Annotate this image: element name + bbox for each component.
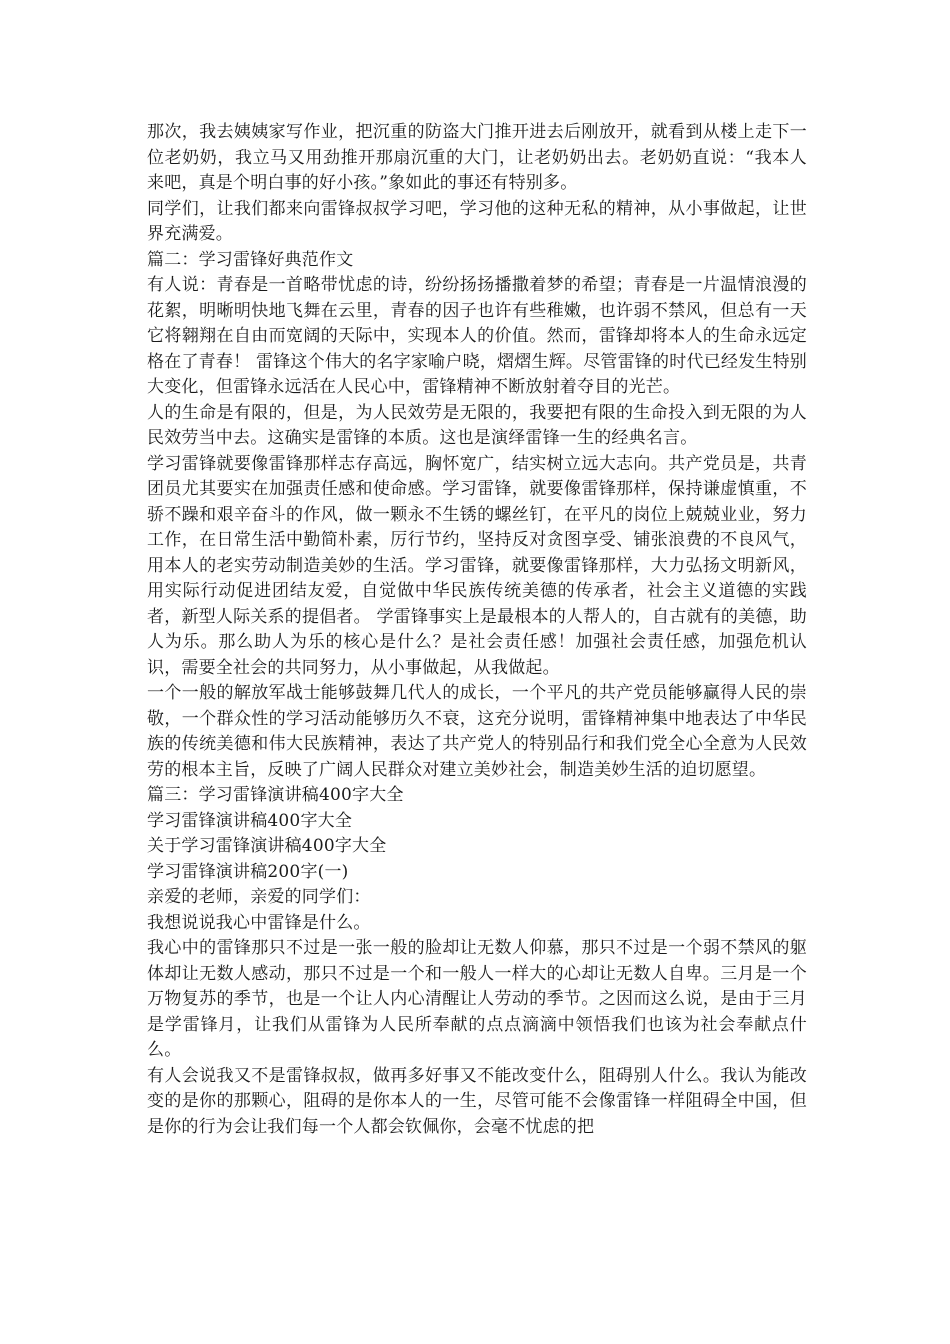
paragraph: 学习雷锋就要像雷锋那样志存高远，胸怀宽广，结实树立远大志向。共产党员是，共青团员尤其要实在加强责任感和使命感。学习雷锋，就要像雷锋那样，保持谦虚慎重，不骄不躁和艰辛奋斗的作风，做一颗永不生锈的螺丝钉，在平凡的岗位上兢兢业业，努力工作，在日常生活中勤简朴素，厉行节约，坚持反对贪图享受、铺张浪费的不良风气，用本人的老实劳动制造美妙的生活。学习雷锋，就要像雷锋那样，大力弘扬文明新风，用实际行动促进团结友爱，自觉做中华民族传统美德的传承者，社会主义道德的实践者，新型人际关系的提倡者。 学雷锋事实上是最根本的人帮人的，自古就有的美德，助人为乐。那么助人为乐的核心是什么？是社会责任感！加强社会责任感，加强危机认识，需要全社会的共同努力，从小事做起，从我做起。 <box>147 453 807 678</box>
section-heading: 篇二：学习雷锋好典范作文 <box>147 249 354 270</box>
paragraph: 有人说：青春是一首略带忧虑的诗，纷纷扬扬播撒着梦的希望；青春是一片温情浪漫的花絮，明晰明快地飞舞在云里，青春的因子也许有些稚嫩，也许弱不禁风，但总有一天它将翱翔在自由而宽阔的天际中，实现本人的价值。然而，雷锋却将本人的生命永远定格在了青春！ 雷锋这个伟大的名字家喻户晓，熠熠生辉。尽管雷锋的时代已经发生特别大变化，但雷锋永远活在人民心中，雷锋精神不断放射着夺目的光芒。 <box>147 275 807 397</box>
section-heading: 篇三：学习雷锋演讲稿400字大全 <box>147 785 404 805</box>
paragraph: 我想说说我心中雷锋是什么。 <box>147 912 371 933</box>
paragraph: 一个一般的解放军战士能够鼓舞几代人的成长，一个平凡的共产党员能够赢得人民的崇敬，一个群众性的学习活动能够历久不衰，这充分说明，雷锋精神集中地表达了中华民族的传统美德和伟大民族精神，表达了共产党人的特别品行和我们党全心全意为人民效劳的根本主旨，反映了广阔人民群众对建立美妙社会，制造美妙生活的迫切愿望。 <box>147 683 807 780</box>
paragraph: 我心中的雷锋那只不过是一张一般的脸却让无数人仰慕，那只不过是一个弱不禁风的躯体却让无数人感动，那只不过是一个和一般人一样大的心却让无数人自卑。三月是一个万物复苏的季节，也是一个让人内心清醒让人劳动的季节。之因而这么说，是由于三月是学雷锋月，让我们从雷锋为人民所奉献的点点滴滴中领悟我们也该为社会奉献点什么。 <box>147 938 807 1060</box>
subheading: 学习雷锋演讲稿200字(一) <box>147 861 349 882</box>
paragraph: 有人会说我又不是雷锋叔叔，做再多好事又不能改变什么，阻碍别人什么。我认为能改变的是你的那颗心，阻碍的是你本人的一生，尽管可能不会像雷锋一样阻碍全中国，但是你的行为会让我们每一个人都会钦佩你，会毫不忧虑的把 <box>147 1065 807 1137</box>
paragraph: 同学们，让我们都来向雷锋叔叔学习吧，学习他的这种无私的精神，从小事做起，让世界充满爱。 <box>147 198 807 244</box>
subheading: 学习雷锋演讲稿400字大全 <box>147 810 353 831</box>
salutation: 亲爱的老师，亲爱的同学们： <box>147 887 371 907</box>
paragraph: 那次，我去姨姨家写作业，把沉重的防盗大门推开进去后刚放开，就看到从楼上走下一位老奶奶，我立马又用劲推开那扇沉重的大门，让老奶奶出去。老奶奶直说：“我本人来吧，真是个明白事的好小孩。”象如此的事还有特别多。 <box>147 122 807 193</box>
paragraph: 人的生命是有限的，但是，为人民效劳是无限的，我要把有限的生命投入到无限的为人民效劳当中去。这确实是雷锋的本质。这也是演绎雷锋一生的经典名言。 <box>147 402 807 448</box>
document-body <box>147 120 807 1140</box>
subheading: 关于学习雷锋演讲稿400字大全 <box>147 836 387 856</box>
